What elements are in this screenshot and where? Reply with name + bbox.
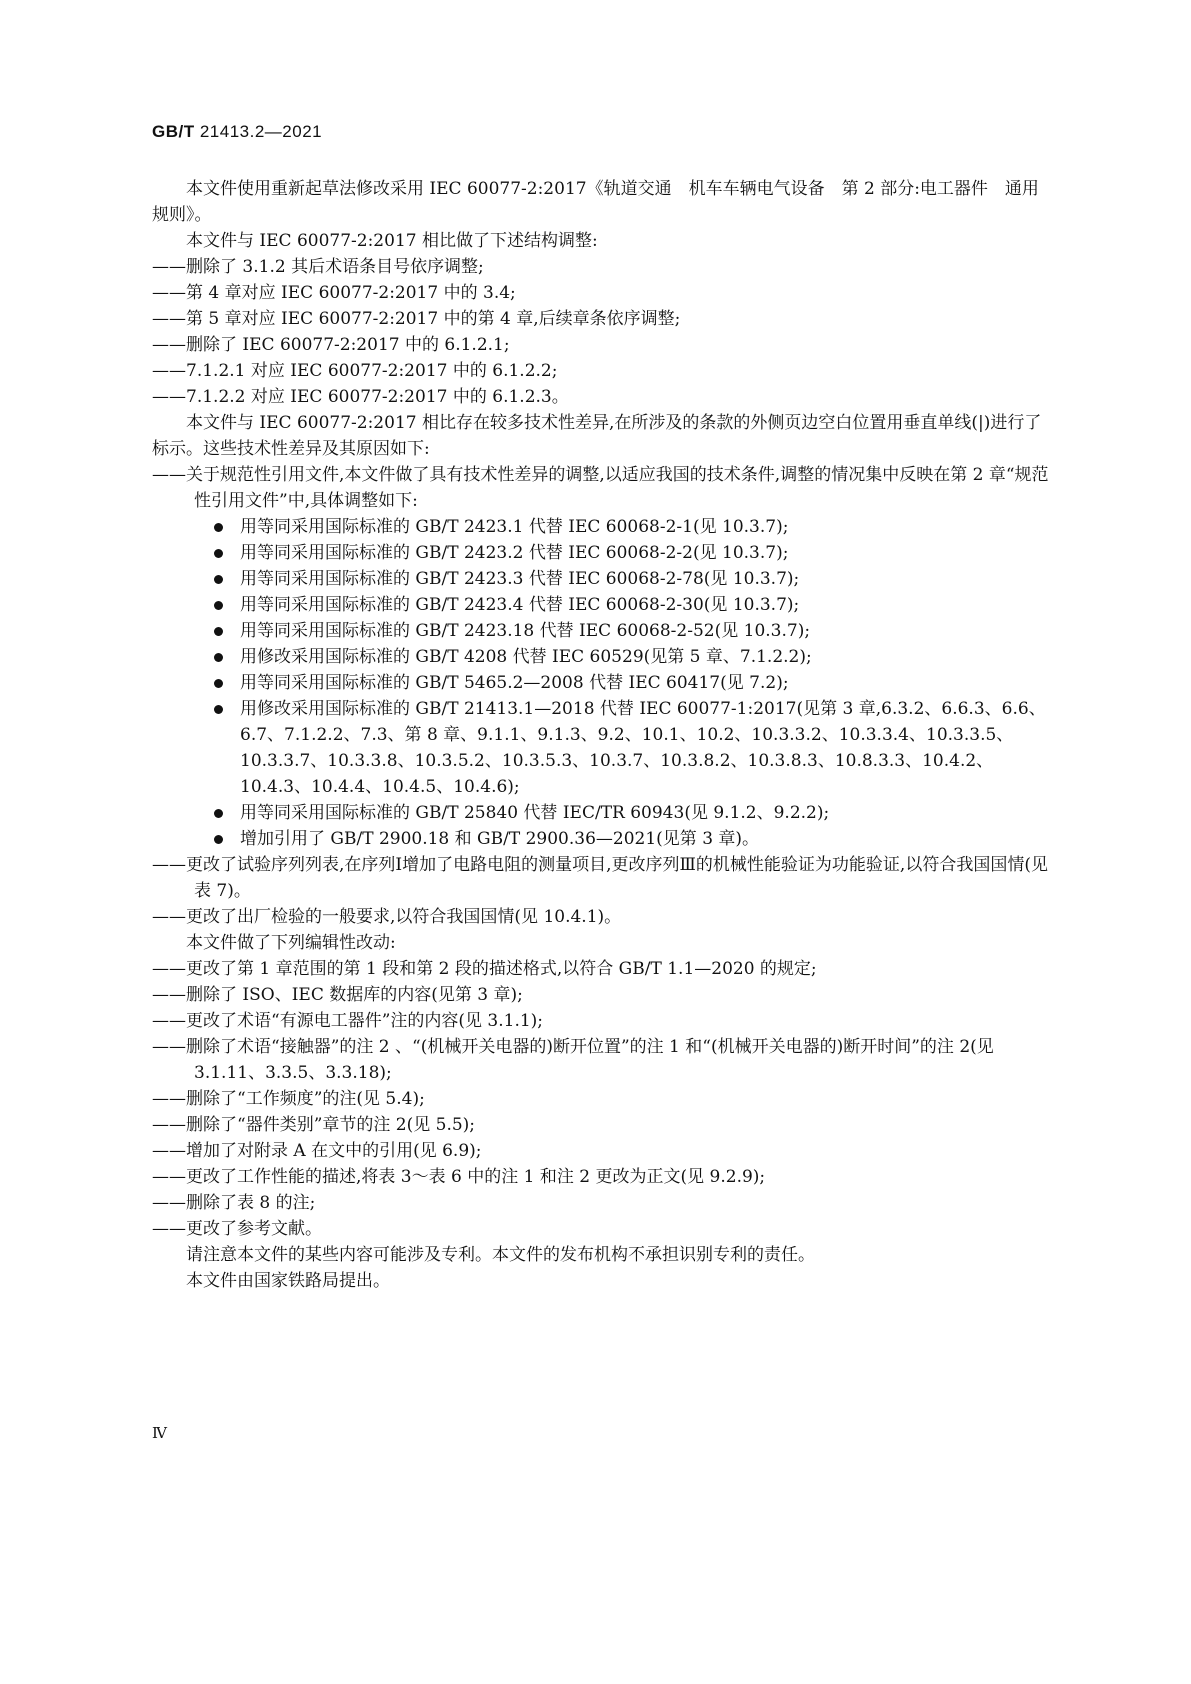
document-header [152,122,322,142]
bullet-item [152,592,1052,618]
technical-item-3: ——更改了出厂检验的一般要求,以符合我国国情(见 10.4.1)。 [152,907,622,927]
bullet-dot-icon [214,575,223,584]
editorial-item-3: ——更改了术语“有源电工器件”注的内容(见 3.1.1); [152,1011,544,1031]
editorial-item-4: ——删除了术语“接触器”的注 2 、“(机械开关电器的)断开位置”的注 1 和“(机械开关电器的)断开时间”的注 2(见 3.1.11、3.3.5、3.3.18); [152,1037,994,1083]
bullet-item [152,514,1052,540]
bullet-item [152,644,1052,670]
bullet-text: 用等同采用国际标准的 GB/T 2423.4 代替 IEC 60068-2-30(见 10.3.7); [240,595,800,615]
bullet-item [152,800,1052,826]
editorial-item-10: ——更改了参考文献。 [152,1219,322,1239]
bullet-dot-icon [214,679,223,688]
bullet-item [152,670,1052,696]
bullet-item [152,618,1052,644]
editorial-item-1: ——更改了第 1 章范围的第 1 段和第 2 段的描述格式,以符合 GB/T 1.1—2020 的规定; [152,959,817,979]
structure-item-1: ——删除了 3.1.2 其后术语条目号依序调整; [152,257,484,277]
bullet-text: 用修改采用国际标准的 GB/T 21413.1—2018 代替 IEC 60077-1:2017(见第 3 章,6.3.2、6.6.3、6.6、6.7、7.1.2.2、7.3、第 8 章、9.1.1、9.1.3、9.2、10.1、10.2、10.3.3.2、10.3.3.4、10.3.3.5、10.3.3.7、10.3.3.8、10.3.5.2、10.3.5.3、10.3.7、10.3.8.2、10.3.8.3、10.8.3.3、10.4.2、10.4.3、10.4.4、10.4.5、10.4.6); [240,699,1046,797]
bullet-dot-icon [214,705,223,714]
bullet-text: 用修改采用国际标准的 GB/T 4208 代替 IEC 60529(见第 5 章、7.1.2.2); [240,647,812,667]
bullet-item [152,566,1052,592]
bullet-text: 用等同采用国际标准的 GB/T 5465.2—2008 代替 IEC 60417(见 7.2); [240,673,789,693]
editorial-item-5: ——删除了“工作频度”的注(见 5.4); [152,1089,425,1109]
paragraph-proposer: 本文件由国家铁路局提出。 [186,1271,390,1291]
foreword-body [152,176,1052,1294]
standard-number: 21413.2—2021 [199,122,323,141]
bullet-text: 用等同采用国际标准的 GB/T 25840 代替 IEC/TR 60943(见 9.1.2、9.2.2); [240,803,830,823]
bullet-item [152,696,1052,800]
paragraph-editorial-intro: 本文件做了下列编辑性改动: [186,933,396,953]
paragraph-technical-intro: 本文件与 IEC 60077-2:2017 相比存在较多技术性差异,在所涉及的条款的外侧页边空白位置用垂直单线(|)进行了标示。这些技术性差异及其原因如下: [152,413,1042,459]
technical-item-2: ——更改了试验序列列表,在序列Ⅰ增加了电路电阻的测量项目,更改序列Ⅲ的机械性能验证为功能验证,以符合我国国情(见表 7)。 [152,855,1048,901]
paragraph-patent-notice: 请注意本文件的某些内容可能涉及专利。本文件的发布机构不承担识别专利的责任。 [186,1245,815,1265]
editorial-item-7: ——增加了对附录 A 在文中的引用(见 6.9); [152,1141,482,1161]
paragraph-structure-intro: 本文件与 IEC 60077-2:2017 相比做了下述结构调整: [186,231,598,251]
bullet-text: 用等同采用国际标准的 GB/T 2423.18 代替 IEC 60068-2-52(见 10.3.7); [240,621,811,641]
structure-item-5: ——7.1.2.1 对应 IEC 60077-2:2017 中的 6.1.2.2; [152,361,558,381]
bullet-dot-icon [214,835,223,844]
structure-item-3: ——第 5 章对应 IEC 60077-2:2017 中的第 4 章,后续章条依序调整; [152,309,681,329]
editorial-item-8: ——更改了工作性能的描述,将表 3～表 6 中的注 1 和注 2 更改为正文(见 9.2.9); [152,1167,766,1187]
page-number: Ⅳ [152,1424,167,1442]
structure-item-6: ——7.1.2.2 对应 IEC 60077-2:2017 中的 6.1.2.3。 [152,387,569,407]
paragraph-adoption: 本文件使用重新起草法修改采用 IEC 60077-2:2017《轨道交通 机车车辆电气设备 第 2 部分:电工器件 通用规则》。 [152,179,1039,225]
editorial-item-6: ——删除了“器件类别”章节的注 2(见 5.5); [152,1115,476,1135]
reference-bullet-list [152,514,1052,852]
standard-code: GB/T [152,122,195,141]
bullet-dot-icon [214,627,223,636]
editorial-item-2: ——删除了 ISO、IEC 数据库的内容(见第 3 章); [152,985,523,1005]
bullet-dot-icon [214,809,223,818]
bullet-dot-icon [214,549,223,558]
bullet-dot-icon [214,523,223,532]
bullet-text: 用等同采用国际标准的 GB/T 2423.2 代替 IEC 60068-2-2(见 10.3.7); [240,543,789,563]
bullet-text: 增加引用了 GB/T 2900.18 和 GB/T 2900.36—2021(见第 3 章)。 [240,829,760,849]
bullet-text: 用等同采用国际标准的 GB/T 2423.3 代替 IEC 60068-2-78(见 10.3.7); [240,569,800,589]
bullet-dot-icon [214,653,223,662]
bullet-text: 用等同采用国际标准的 GB/T 2423.1 代替 IEC 60068-2-1(见 10.3.7); [240,517,789,537]
editorial-item-9: ——删除了表 8 的注; [152,1193,316,1213]
structure-item-2: ——第 4 章对应 IEC 60077-2:2017 中的 3.4; [152,283,516,303]
bullet-item [152,540,1052,566]
technical-item-1: ——关于规范性引用文件,本文件做了具有技术性差异的调整,以适应我国的技术条件,调整的情况集中反映在第 2 章“规范性引用文件”中,具体调整如下: [152,465,1049,511]
bullet-item [152,826,1052,852]
structure-item-4: ——删除了 IEC 60077-2:2017 中的 6.1.2.1; [152,335,510,355]
bullet-dot-icon [214,601,223,610]
